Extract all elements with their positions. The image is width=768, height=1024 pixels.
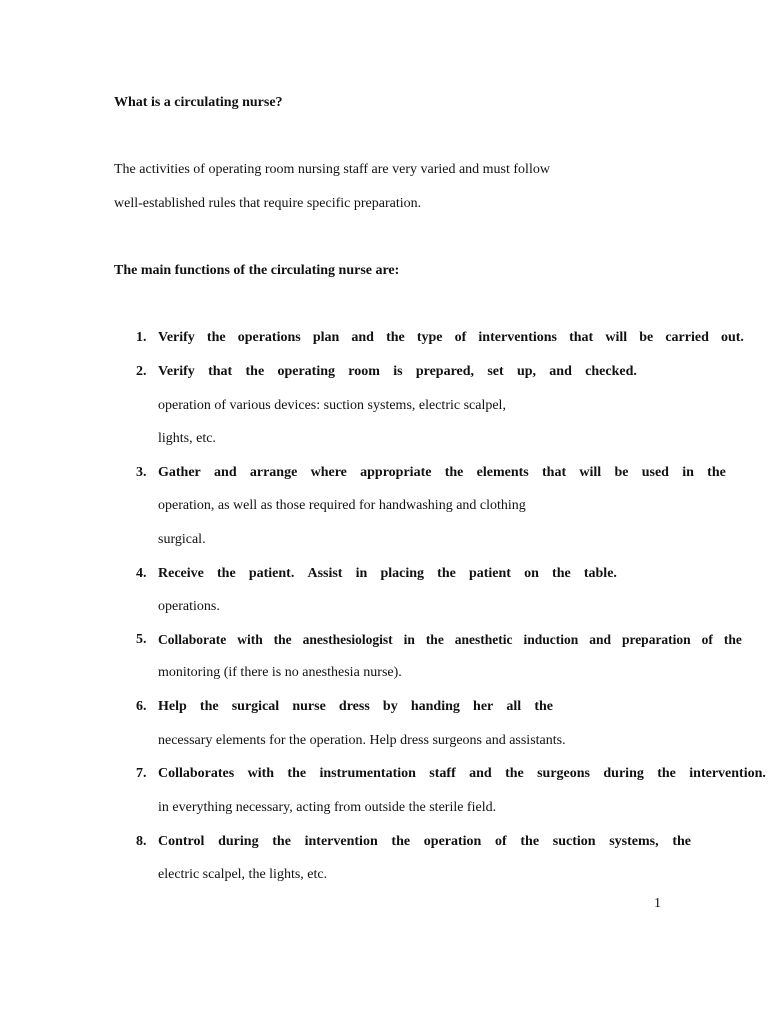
item-2-word: is <box>393 364 403 379</box>
item-2-word: room <box>348 364 380 379</box>
intro-line-1: The activities of operating room nursing staff are very varied and must follow <box>114 162 550 177</box>
item-3-number: 3. <box>136 465 147 480</box>
item-5-word: induction <box>523 632 579 647</box>
document-title: What is a circulating nurse? <box>114 95 283 110</box>
item-2-text-line-2: lights, etc. <box>158 431 216 446</box>
item-3-word: will <box>579 465 602 480</box>
item-1-number: 1. <box>136 330 147 345</box>
item-6-word: Help <box>158 699 187 714</box>
item-3-word: that <box>542 465 567 480</box>
page-number: 1 <box>654 896 661 911</box>
item-6-word: nurse <box>292 699 326 714</box>
item-5-text-line-1: monitoring (if there is no anesthesia nurse). <box>158 665 402 680</box>
item-7-word: the <box>657 766 676 781</box>
item-1-word: type <box>416 330 443 345</box>
item-3-text-line-1: operation, as well as those required for handwashing and clothing <box>158 498 526 513</box>
item-5-word: of <box>701 632 713 647</box>
item-1-heading <box>158 329 744 347</box>
item-3-word: the <box>444 465 464 480</box>
item-8-word: the <box>391 834 411 849</box>
item-5-word: the <box>425 632 444 647</box>
item-1-word: and <box>351 330 374 345</box>
item-5-word: Collaborate <box>158 632 227 647</box>
item-7-word: during <box>603 766 644 781</box>
item-8-text-line-1: electric scalpel, the lights, etc. <box>158 867 328 882</box>
item-4-number: 4. <box>136 566 147 581</box>
item-5-word: preparation <box>621 632 691 647</box>
item-1-word: the <box>386 330 405 345</box>
item-6-word: dress <box>338 699 370 714</box>
item-4-word: on <box>524 566 539 581</box>
item-6-word: all <box>506 699 522 714</box>
item-8-word: of <box>495 834 507 849</box>
item-2-number: 2. <box>136 364 147 379</box>
item-4-word: the <box>217 566 236 581</box>
item-7-heading <box>158 765 766 783</box>
item-7-word: instrumentation <box>319 766 416 781</box>
item-1-word: operations <box>237 330 301 345</box>
item-5-word: the <box>723 632 742 647</box>
item-3-word: the <box>707 465 726 480</box>
item-7-word: intervention. <box>689 766 766 781</box>
item-1-word: of <box>454 330 467 345</box>
item-2-word: Verify <box>158 364 195 379</box>
intro-line-2: well-established rules that require specific preparation. <box>114 196 422 211</box>
item-8-word: intervention <box>304 834 378 849</box>
item-4-word: patient <box>468 566 511 581</box>
item-3-heading <box>158 464 726 482</box>
item-4-word: the <box>552 566 571 581</box>
item-7-word: Collaborates <box>158 766 235 781</box>
item-3-text-line-2: surgical. <box>158 532 206 547</box>
item-7-word: the <box>287 766 307 781</box>
item-2-word: the <box>245 364 265 379</box>
item-2-word: prepared, <box>415 364 475 379</box>
item-1-word: plan <box>312 330 340 345</box>
item-1-word: carried <box>665 330 709 345</box>
item-4-word: placing <box>380 566 425 581</box>
item-4-word: the <box>437 566 456 581</box>
item-3-word: and <box>214 465 237 480</box>
item-2-word: and <box>549 364 572 379</box>
item-5-number: 5. <box>136 632 147 647</box>
item-1-word: out. <box>720 330 744 345</box>
item-5-word: and <box>589 632 611 647</box>
item-2-word: operating <box>277 364 336 379</box>
item-4-text-line-1: operations. <box>158 599 220 614</box>
item-1-word: the <box>206 330 226 345</box>
item-6-word: by <box>382 699 398 714</box>
item-4-word: patient. <box>248 566 295 581</box>
item-2-heading <box>158 363 637 381</box>
item-6-heading <box>158 698 553 716</box>
item-2-word: set <box>487 364 504 379</box>
item-1-word: interventions <box>478 330 557 345</box>
item-7-word: with <box>247 766 275 781</box>
item-2-word: checked. <box>585 364 637 379</box>
item-4-word: table. <box>583 566 617 581</box>
item-6-word: surgical <box>231 699 280 714</box>
item-8-word: suction <box>552 834 596 849</box>
item-5-heading <box>158 631 742 649</box>
item-2-word: that <box>208 364 233 379</box>
item-6-word: her <box>473 699 494 714</box>
item-5-word: in <box>403 632 415 647</box>
item-6-word: the <box>534 699 553 714</box>
item-6-text-line-1: necessary elements for the operation. Help dress surgeons and assistants. <box>158 733 566 748</box>
item-5-word: the <box>273 632 292 647</box>
item-3-word: used <box>641 465 669 480</box>
item-5-word: with <box>237 632 263 647</box>
item-4-word: Assist <box>307 566 343 581</box>
item-8-heading <box>158 833 691 851</box>
item-4-word: Receive <box>158 566 204 581</box>
item-7-word: staff <box>429 766 456 781</box>
item-6-word: the <box>199 699 219 714</box>
item-1-word: be <box>639 330 654 345</box>
item-3-word: elements <box>476 465 529 480</box>
item-3-word: appropriate <box>360 465 432 480</box>
item-8-number: 8. <box>136 834 147 849</box>
item-6-word: handing <box>410 699 460 714</box>
item-4-heading <box>158 565 617 583</box>
item-3-word: be <box>614 465 629 480</box>
item-8-word: the <box>272 834 291 849</box>
item-8-word: during <box>218 834 259 849</box>
item-2-text-line-1: operation of various devices: suction systems, electric scalpel, <box>158 398 506 413</box>
item-3-word: in <box>682 465 694 480</box>
item-5-word: anesthetic <box>454 632 513 647</box>
item-2-word: up, <box>516 364 537 379</box>
item-7-word: and <box>469 766 492 781</box>
item-5-word: anesthesiologist <box>302 632 393 647</box>
item-8-word: operation <box>423 834 482 849</box>
item-7-number: 7. <box>136 766 147 781</box>
item-3-word: Gather <box>158 465 201 480</box>
item-7-word: the <box>505 766 524 781</box>
item-3-word: where <box>310 465 347 480</box>
item-6-number: 6. <box>136 699 147 714</box>
item-1-word: Verify <box>158 330 195 345</box>
item-8-word: systems, <box>609 834 659 849</box>
item-3-word: arrange <box>249 465 298 480</box>
item-1-word: will <box>605 330 628 345</box>
item-1-word: that <box>569 330 594 345</box>
item-8-word: the <box>520 834 540 849</box>
item-4-word: in <box>355 566 368 581</box>
item-7-text-line-1: in everything necessary, acting from outside the sterile field. <box>158 800 497 815</box>
item-8-word: Control <box>158 834 205 849</box>
functions-heading: The main functions of the circulating nurse are: <box>114 263 400 278</box>
item-7-word: surgeons <box>537 766 591 781</box>
item-8-word: the <box>672 834 691 849</box>
